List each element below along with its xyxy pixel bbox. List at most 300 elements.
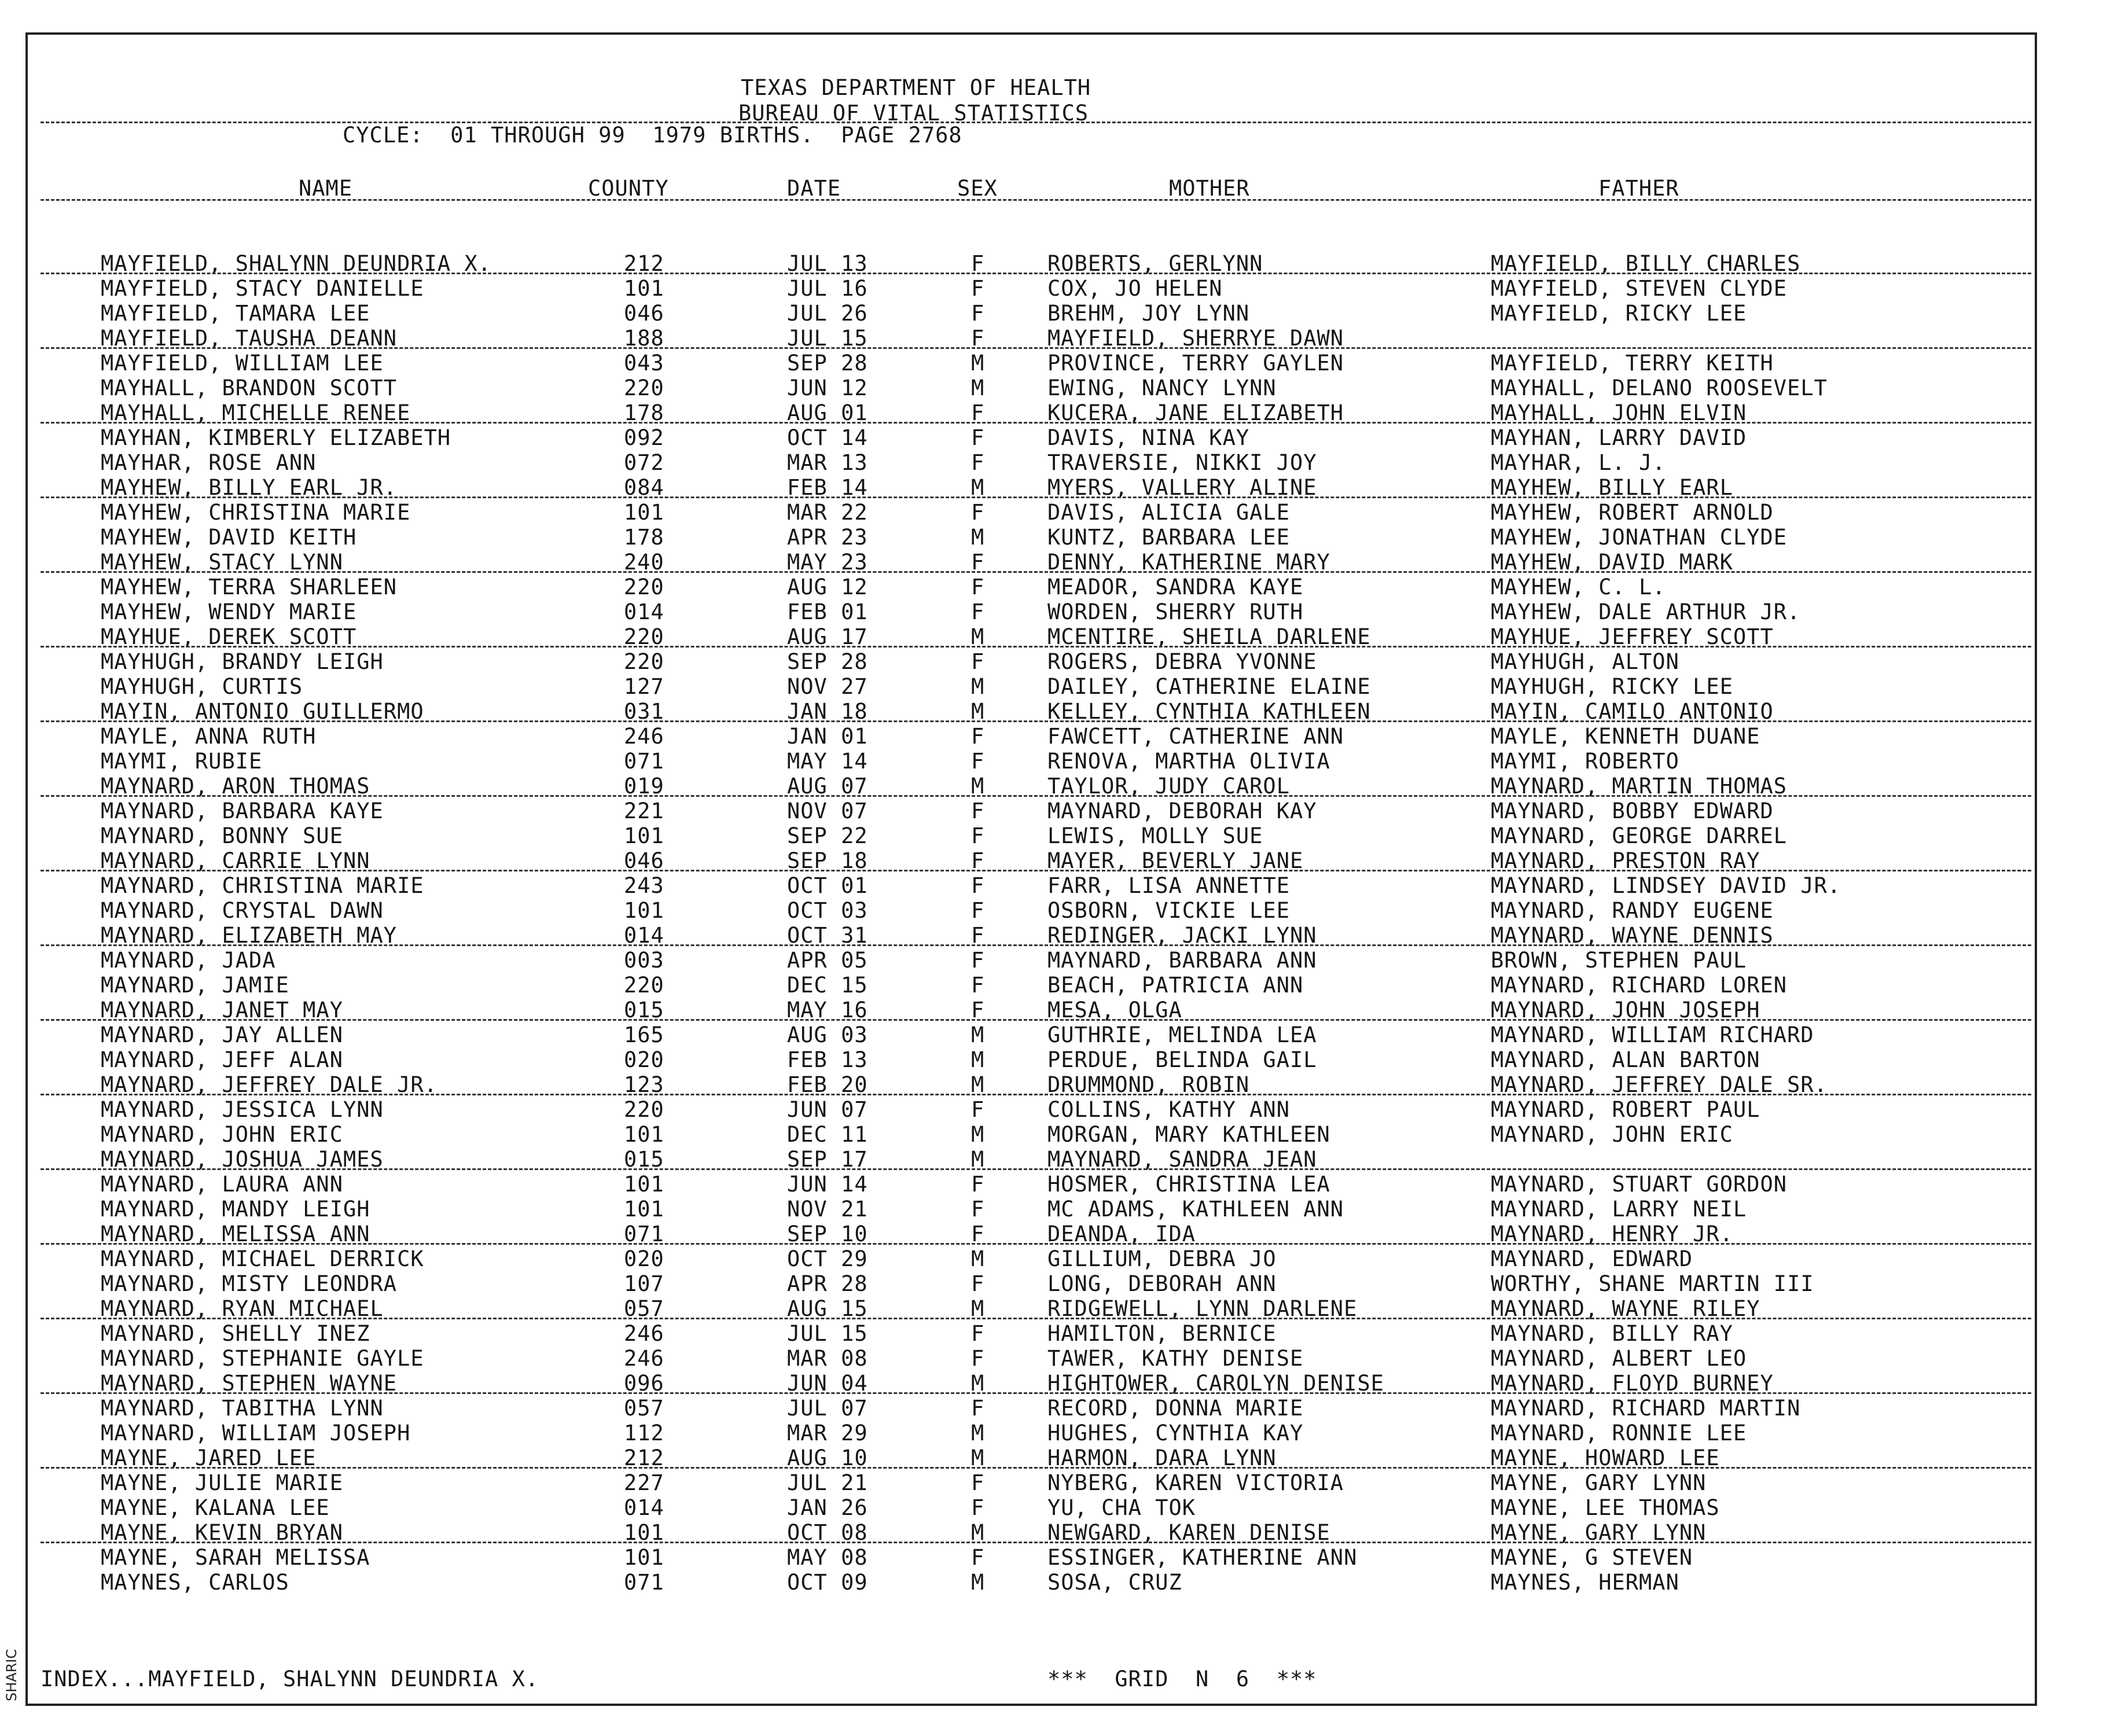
cell-date: JAN 18	[787, 699, 868, 724]
cell-mother: HOSMER, CHRISTINA LEA	[1047, 1172, 1330, 1197]
cell-mother: HIGHTOWER, CAROLYN DENISE	[1047, 1371, 1384, 1396]
cell-sex: M	[971, 1147, 985, 1172]
table-row	[0, 1172, 2103, 1197]
cell-mother: COLLINS, KATHY ANN	[1047, 1097, 1290, 1122]
cell-date: AUG 01	[787, 400, 868, 425]
cell-date: JUN 12	[787, 376, 868, 400]
table-row	[0, 674, 2103, 699]
cell-mother: ROGERS, DEBRA YVONNE	[1047, 649, 1317, 674]
cell-father: MAYHAN, LARRY DAVID	[1491, 425, 1747, 450]
table-row	[0, 1122, 2103, 1147]
cell-name: MAYNARD, MANDY LEIGH	[101, 1197, 370, 1222]
cell-county: 072	[624, 450, 664, 475]
cell-name: MAYNE, JARED LEE	[101, 1446, 317, 1470]
table-row	[0, 450, 2103, 475]
cell-date: OCT 14	[787, 425, 868, 450]
cell-father: MAYHUE, JEFFREY SCOTT	[1491, 624, 1774, 649]
cell-county: 096	[624, 1371, 664, 1396]
cell-name: MAYFIELD, TAUSHA DEANN	[101, 326, 398, 351]
cell-father: MAYNARD, ALBERT LEO	[1491, 1346, 1747, 1371]
table-row	[0, 1246, 2103, 1271]
table-row	[0, 898, 2103, 923]
table-row	[0, 649, 2103, 674]
column-header-father: FATHER	[1598, 176, 1679, 201]
cell-name: MAYHAN, KIMBERLY ELIZABETH	[101, 425, 451, 450]
column-header-date: DATE	[787, 176, 841, 201]
cell-county: 107	[624, 1271, 664, 1296]
cell-name: MAYHEW, BILLY EARL JR.	[101, 475, 398, 500]
cell-date: FEB 01	[787, 599, 868, 624]
row-divider	[41, 422, 2031, 424]
cell-date: JUL 21	[787, 1470, 868, 1495]
cell-county: 212	[624, 251, 664, 276]
cell-sex: M	[971, 475, 985, 500]
cell-name: MAYHAR, ROSE ANN	[101, 450, 317, 475]
cell-name: MAYNARD, STEPHEN WAYNE	[101, 1371, 398, 1396]
column-header-county: COUNTY	[588, 176, 669, 201]
cell-mother: RENOVA, MARTHA OLIVIA	[1047, 749, 1330, 774]
cell-county: 188	[624, 326, 664, 351]
cell-name: MAYNARD, LAURA ANN	[101, 1172, 343, 1197]
cell-county: 220	[624, 1097, 664, 1122]
cell-name: MAYNE, SARAH MELISSA	[101, 1545, 370, 1570]
table-row	[0, 425, 2103, 450]
cell-date: SEP 10	[787, 1222, 868, 1246]
cell-father: MAYNARD, ALAN BARTON	[1491, 1047, 1760, 1072]
cell-sex: M	[971, 699, 985, 724]
cell-county: 020	[624, 1246, 664, 1271]
table-row	[0, 799, 2103, 823]
cell-county: 015	[624, 1147, 664, 1172]
cell-mother: MAYNARD, SANDRA JEAN	[1047, 1147, 1317, 1172]
cell-county: 101	[624, 1197, 664, 1222]
side-mark: SHARIC	[3, 1649, 20, 1702]
cell-mother: YU, CHA TOK	[1047, 1495, 1196, 1520]
cell-county: 220	[624, 575, 664, 599]
cell-father: MAYHALL, JOHN ELVIN	[1491, 400, 1747, 425]
cell-mother: MESA, OLGA	[1047, 998, 1182, 1023]
cell-name: MAYNARD, RYAN MICHAEL	[101, 1296, 384, 1321]
cell-sex: F	[971, 276, 985, 301]
cell-sex: F	[971, 425, 985, 450]
cell-county: 178	[624, 400, 664, 425]
cell-county: 046	[624, 848, 664, 873]
cell-mother: MCENTIRE, SHEILA DARLENE	[1047, 624, 1371, 649]
row-divider	[41, 496, 2031, 498]
table-row	[0, 823, 2103, 848]
cell-county: 178	[624, 525, 664, 550]
cell-father: MAYHEW, JONATHAN CLYDE	[1491, 525, 1788, 550]
cell-date: AUG 10	[787, 1446, 868, 1470]
cell-date: MAY 14	[787, 749, 868, 774]
cell-name: MAYNARD, JADA	[101, 948, 276, 973]
cell-mother: MYERS, VALLERY ALINE	[1047, 475, 1317, 500]
cell-date: JUL 26	[787, 301, 868, 326]
cell-sex: M	[971, 1446, 985, 1470]
cell-date: OCT 03	[787, 898, 868, 923]
cell-sex: F	[971, 724, 985, 749]
cell-name: MAYFIELD, STACY DANIELLE	[101, 276, 424, 301]
cell-name: MAYNARD, JEFFREY DALE JR.	[101, 1072, 437, 1097]
column-header-mother: MOTHER	[1169, 176, 1250, 201]
cell-date: JUL 07	[787, 1396, 868, 1421]
row-divider	[41, 571, 2031, 573]
cell-sex: F	[971, 400, 985, 425]
cell-mother: ROBERTS, GERLYNN	[1047, 251, 1263, 276]
cell-name: MAYNARD, BARBARA KAYE	[101, 799, 384, 823]
cell-county: 165	[624, 1023, 664, 1047]
cell-county: 220	[624, 973, 664, 998]
cell-sex: F	[971, 1172, 985, 1197]
cell-father: MAYHALL, DELANO ROOSEVELT	[1491, 376, 1828, 400]
cell-sex: F	[971, 599, 985, 624]
cell-date: FEB 14	[787, 475, 868, 500]
cell-date: JUN 04	[787, 1371, 868, 1396]
cell-sex: M	[971, 1371, 985, 1396]
cell-county: 046	[624, 301, 664, 326]
cell-mother: RIDGEWELL, LYNN DARLENE	[1047, 1296, 1358, 1321]
cell-name: MAYNARD, CRYSTAL DAWN	[101, 898, 384, 923]
cell-county: 092	[624, 425, 664, 450]
cell-father: MAYNARD, RANDY EUGENE	[1491, 898, 1774, 923]
cell-county: 101	[624, 500, 664, 525]
table-row	[0, 1421, 2103, 1446]
cell-mother: HAMILTON, BERNICE	[1047, 1321, 1277, 1346]
cell-father: MAYFIELD, RICKY LEE	[1491, 301, 1747, 326]
cell-sex: M	[971, 1520, 985, 1545]
cell-name: MAYHUE, DEREK SCOTT	[101, 624, 357, 649]
table-row	[0, 1495, 2103, 1520]
cell-mother: MORGAN, MARY KATHLEEN	[1047, 1122, 1330, 1147]
cell-date: AUG 07	[787, 774, 868, 799]
cell-name: MAYLE, ANNA RUTH	[101, 724, 317, 749]
cell-mother: BEACH, PATRICIA ANN	[1047, 973, 1304, 998]
cell-name: MAYHEW, WENDY MARIE	[101, 599, 357, 624]
cell-mother: MEADOR, SANDRA KAYE	[1047, 575, 1304, 599]
cell-father: MAYNARD, LARRY NEIL	[1491, 1197, 1747, 1222]
cell-sex: M	[971, 351, 985, 376]
cell-mother: KUNTZ, BARBARA LEE	[1047, 525, 1290, 550]
cell-county: 123	[624, 1072, 664, 1097]
cell-father: MAYNARD, MARTIN THOMAS	[1491, 774, 1788, 799]
cell-father: MAYNARD, ROBERT PAUL	[1491, 1097, 1760, 1122]
table-row	[0, 1271, 2103, 1296]
cell-date: APR 28	[787, 1271, 868, 1296]
cell-sex: F	[971, 923, 985, 948]
cell-date: APR 23	[787, 525, 868, 550]
cell-name: MAYHEW, TERRA SHARLEEN	[101, 575, 398, 599]
cell-county: 220	[624, 376, 664, 400]
cell-mother: HUGHES, CYNTHIA KAY	[1047, 1421, 1304, 1446]
cell-father: MAYNARD, RICHARD MARTIN	[1491, 1396, 1801, 1421]
cell-sex: M	[971, 1570, 985, 1595]
cell-mother: DRUMMOND, ROBIN	[1047, 1072, 1250, 1097]
cell-father: MAYNARD, JOHN ERIC	[1491, 1122, 1733, 1147]
cell-sex: F	[971, 1470, 985, 1495]
cell-county: 019	[624, 774, 664, 799]
cell-county: 084	[624, 475, 664, 500]
cell-mother: OSBORN, VICKIE LEE	[1047, 898, 1290, 923]
cell-father: MAYNES, HERMAN	[1491, 1570, 1679, 1595]
row-divider	[41, 1094, 2031, 1095]
cell-date: JUL 15	[787, 326, 868, 351]
cell-name: MAYHEW, CHRISTINA MARIE	[101, 500, 411, 525]
table-row	[0, 1097, 2103, 1122]
cell-county: 212	[624, 1446, 664, 1470]
cell-date: APR 05	[787, 948, 868, 973]
cell-date: JAN 01	[787, 724, 868, 749]
cell-father: MAYFIELD, BILLY CHARLES	[1491, 251, 1801, 276]
cell-father: MAYNE, G STEVEN	[1491, 1545, 1693, 1570]
cell-name: MAYNARD, JESSICA LYNN	[101, 1097, 384, 1122]
table-row	[0, 948, 2103, 973]
cell-mother: FAWCETT, CATHERINE ANN	[1047, 724, 1344, 749]
row-divider	[41, 1318, 2031, 1319]
cell-father: MAYNE, LEE THOMAS	[1491, 1495, 1720, 1520]
cell-father: WORTHY, SHANE MARTIN III	[1491, 1271, 1814, 1296]
cell-sex: F	[971, 1396, 985, 1421]
cell-name: MAYNARD, JANET MAY	[101, 998, 343, 1023]
cell-father: MAYNARD, LINDSEY DAVID JR.	[1491, 873, 1841, 898]
row-divider	[41, 1392, 2031, 1394]
cell-sex: M	[971, 1047, 985, 1072]
cell-date: SEP 22	[787, 823, 868, 848]
cell-sex: F	[971, 898, 985, 923]
cell-county: 220	[624, 649, 664, 674]
cell-county: 014	[624, 923, 664, 948]
row-divider	[41, 273, 2031, 274]
cell-sex: F	[971, 1271, 985, 1296]
cell-father: MAYHEW, BILLY EARL	[1491, 475, 1733, 500]
table-row	[0, 351, 2103, 376]
cell-sex: F	[971, 973, 985, 998]
cell-date: NOV 27	[787, 674, 868, 699]
cell-mother: MAYER, BEVERLY JANE	[1047, 848, 1304, 873]
cell-sex: F	[971, 649, 985, 674]
cell-sex: F	[971, 575, 985, 599]
cell-name: MAYNARD, MISTY LEONDRA	[101, 1271, 398, 1296]
cell-date: JUN 14	[787, 1172, 868, 1197]
cell-date: MAR 13	[787, 450, 868, 475]
cell-county: 127	[624, 674, 664, 699]
cell-county: 243	[624, 873, 664, 898]
cell-sex: F	[971, 301, 985, 326]
cell-name: MAYHUGH, CURTIS	[101, 674, 303, 699]
cell-mother: DAILEY, CATHERINE ELAINE	[1047, 674, 1371, 699]
cell-mother: COX, JO HELEN	[1047, 276, 1223, 301]
cell-father: MAYIN, CAMILO ANTONIO	[1491, 699, 1774, 724]
cell-mother: DENNY, KATHERINE MARY	[1047, 550, 1330, 575]
table-row	[0, 1396, 2103, 1421]
bureau-title: BUREAU OF VITAL STATISTICS	[738, 101, 1089, 126]
cell-sex: M	[971, 1122, 985, 1147]
row-divider	[41, 944, 2031, 946]
cell-mother: REDINGER, JACKI LYNN	[1047, 923, 1317, 948]
table-row	[0, 873, 2103, 898]
cell-county: 101	[624, 276, 664, 301]
cell-sex: F	[971, 1545, 985, 1570]
table-row	[0, 724, 2103, 749]
cell-father: MAYNARD, EDWARD	[1491, 1246, 1693, 1271]
cell-date: AUG 17	[787, 624, 868, 649]
cell-father: MAYNARD, WAYNE RILEY	[1491, 1296, 1760, 1321]
cell-sex: F	[971, 550, 985, 575]
table-row	[0, 301, 2103, 326]
cell-mother: MC ADAMS, KATHLEEN ANN	[1047, 1197, 1344, 1222]
cell-date: SEP 28	[787, 351, 868, 376]
cell-date: OCT 29	[787, 1246, 868, 1271]
cell-mother: MAYFIELD, SHERRYE DAWN	[1047, 326, 1344, 351]
cell-county: 057	[624, 1396, 664, 1421]
cell-county: 101	[624, 823, 664, 848]
cell-name: MAYHALL, BRANDON SCOTT	[101, 376, 398, 400]
cell-name: MAYNARD, SHELLY INEZ	[101, 1321, 370, 1346]
cell-father: MAYHEW, ROBERT ARNOLD	[1491, 500, 1774, 525]
cell-name: MAYNARD, MICHAEL DERRICK	[101, 1246, 424, 1271]
cell-father: MAYMI, ROBERTO	[1491, 749, 1679, 774]
cell-date: FEB 13	[787, 1047, 868, 1072]
cell-name: MAYNARD, ELIZABETH MAY	[101, 923, 398, 948]
divider	[41, 122, 2031, 123]
cell-county: 003	[624, 948, 664, 973]
cell-mother: TAYLOR, JUDY CAROL	[1047, 774, 1290, 799]
cell-name: MAYFIELD, SHALYNN DEUNDRIA X.	[101, 251, 492, 276]
row-divider	[41, 1243, 2031, 1245]
table-row	[0, 276, 2103, 301]
cell-county: 101	[624, 1172, 664, 1197]
cell-date: AUG 03	[787, 1023, 868, 1047]
cell-county: 020	[624, 1047, 664, 1072]
cell-name: MAYNARD, JAY ALLEN	[101, 1023, 343, 1047]
cell-sex: M	[971, 1023, 985, 1047]
cell-mother: GILLIUM, DEBRA JO	[1047, 1246, 1277, 1271]
cell-father: MAYFIELD, TERRY KEITH	[1491, 351, 1774, 376]
cell-father: MAYNE, HOWARD LEE	[1491, 1446, 1720, 1470]
cell-father: MAYNARD, PRESTON RAY	[1491, 848, 1760, 873]
cell-name: MAYNARD, CHRISTINA MARIE	[101, 873, 424, 898]
cell-date: AUG 15	[787, 1296, 868, 1321]
column-header-sex: SEX	[957, 176, 998, 201]
cell-sex: M	[971, 674, 985, 699]
cell-name: MAYHALL, MICHELLE RENEE	[101, 400, 411, 425]
cell-sex: F	[971, 1346, 985, 1371]
cell-date: OCT 09	[787, 1570, 868, 1595]
cell-date: JUL 13	[787, 251, 868, 276]
cell-sex: F	[971, 998, 985, 1023]
grid-reference: *** GRID N 6 ***	[1047, 1667, 1317, 1691]
cell-mother: FARR, LISA ANNETTE	[1047, 873, 1290, 898]
cell-name: MAYNARD, JAMIE	[101, 973, 289, 998]
cell-county: 014	[624, 1495, 664, 1520]
table-row	[0, 749, 2103, 774]
cell-county: 071	[624, 1570, 664, 1595]
cell-county: 227	[624, 1470, 664, 1495]
cell-name: MAYMI, RUBIE	[101, 749, 263, 774]
cell-sex: F	[971, 1097, 985, 1122]
cell-county: 043	[624, 351, 664, 376]
cell-sex: M	[971, 1296, 985, 1321]
cell-sex: F	[971, 251, 985, 276]
cell-name: MAYNARD, ARON THOMAS	[101, 774, 370, 799]
cell-mother: DAVIS, ALICIA GALE	[1047, 500, 1290, 525]
index-line: INDEX...MAYFIELD, SHALYNN DEUNDRIA X.	[41, 1667, 539, 1691]
cell-name: MAYNE, KEVIN BRYAN	[101, 1520, 343, 1545]
cell-father: MAYNARD, JEFFREY DALE SR.	[1491, 1072, 1828, 1097]
row-divider	[41, 720, 2031, 722]
cell-date: OCT 08	[787, 1520, 868, 1545]
table-row	[0, 973, 2103, 998]
divider	[41, 199, 2031, 201]
table-row	[0, 1470, 2103, 1495]
cell-date: SEP 17	[787, 1147, 868, 1172]
cell-sex: F	[971, 326, 985, 351]
cell-county: 057	[624, 1296, 664, 1321]
cell-father: MAYNARD, WILLIAM RICHARD	[1491, 1023, 1814, 1047]
cell-sex: F	[971, 848, 985, 873]
cell-name: MAYIN, ANTONIO GUILLERMO	[101, 699, 424, 724]
cell-county: 221	[624, 799, 664, 823]
cell-name: MAYNARD, WILLIAM JOSEPH	[101, 1421, 411, 1446]
row-divider	[41, 1467, 2031, 1469]
cell-name: MAYHEW, STACY LYNN	[101, 550, 343, 575]
row-divider	[41, 646, 2031, 648]
cell-county: 015	[624, 998, 664, 1023]
cell-county: 112	[624, 1421, 664, 1446]
cell-father: MAYNARD, STUART GORDON	[1491, 1172, 1788, 1197]
cell-date: MAY 23	[787, 550, 868, 575]
cell-father: MAYNARD, RICHARD LOREN	[1491, 973, 1788, 998]
cell-mother: NEWGARD, KAREN DENISE	[1047, 1520, 1330, 1545]
cell-mother: WORDEN, SHERRY RUTH	[1047, 599, 1304, 624]
cell-father: MAYHEW, C. L.	[1491, 575, 1666, 599]
cell-name: MAYHUGH, BRANDY LEIGH	[101, 649, 384, 674]
cell-county: 101	[624, 898, 664, 923]
cell-sex: M	[971, 376, 985, 400]
cell-father: MAYNARD, BILLY RAY	[1491, 1321, 1733, 1346]
cell-father: MAYHUGH, ALTON	[1491, 649, 1679, 674]
cell-sex: F	[971, 749, 985, 774]
table-row	[0, 1570, 2103, 1595]
cell-father: MAYHUGH, RICKY LEE	[1491, 674, 1733, 699]
cell-date: SEP 28	[787, 649, 868, 674]
cell-date: JUN 07	[787, 1097, 868, 1122]
cell-mother: SOSA, CRUZ	[1047, 1570, 1182, 1595]
cell-mother: HARMON, DARA LYNN	[1047, 1446, 1277, 1470]
cell-date: JUL 15	[787, 1321, 868, 1346]
cell-date: FEB 20	[787, 1072, 868, 1097]
table-row	[0, 1023, 2103, 1047]
cell-sex: F	[971, 1197, 985, 1222]
cell-date: AUG 12	[787, 575, 868, 599]
cell-name: MAYNARD, TABITHA LYNN	[101, 1396, 384, 1421]
cell-date: MAY 16	[787, 998, 868, 1023]
cell-sex: M	[971, 525, 985, 550]
cell-county: 071	[624, 1222, 664, 1246]
cell-father: MAYNARD, BOBBY EDWARD	[1491, 799, 1774, 823]
cell-date: OCT 01	[787, 873, 868, 898]
cell-name: MAYNARD, JOHN ERIC	[101, 1122, 343, 1147]
cell-name: MAYNARD, JEFF ALAN	[101, 1047, 343, 1072]
cell-name: MAYNE, KALANA LEE	[101, 1495, 330, 1520]
table-row	[0, 525, 2103, 550]
cell-mother: LEWIS, MOLLY SUE	[1047, 823, 1263, 848]
cell-sex: F	[971, 1321, 985, 1346]
cell-father: MAYNARD, HENRY JR.	[1491, 1222, 1733, 1246]
cell-sex: F	[971, 1495, 985, 1520]
cell-name: MAYNARD, CARRIE LYNN	[101, 848, 370, 873]
cell-father: MAYNARD, JOHN JOSEPH	[1491, 998, 1760, 1023]
cell-mother: PROVINCE, TERRY GAYLEN	[1047, 351, 1344, 376]
